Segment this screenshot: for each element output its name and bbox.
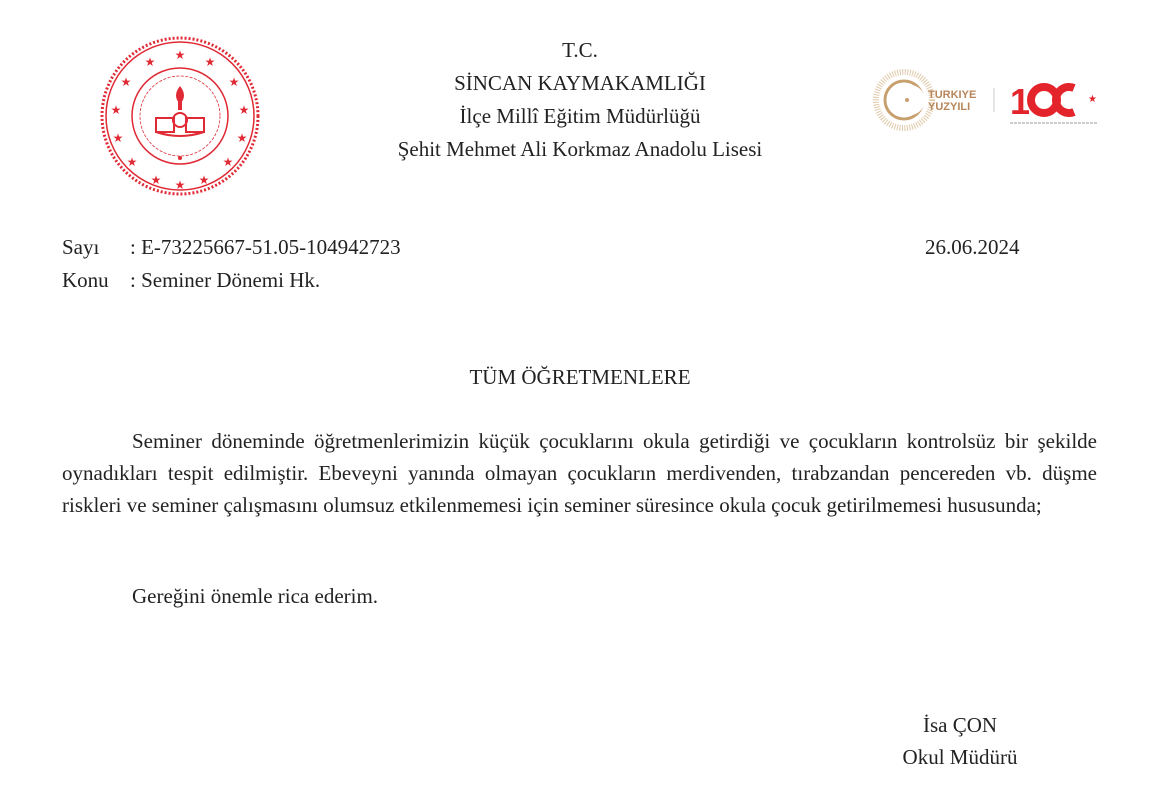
document-date: 26.06.2024 — [925, 235, 1020, 259]
svg-text:★: ★ — [204, 55, 216, 69]
sayi-row — [62, 231, 401, 263]
konu-label: Konu — [62, 268, 109, 292]
svg-text:★: ★ — [238, 103, 250, 117]
body-paragraph: Seminer döneminde öğretmenlerimizin küçük çocuklarını okula getirdiği ve çocukların kontrolsüz bir şekilde oynadıkları tespit edilmiştir. Ebeveyni yanında olmayan çocukların merdivenden, tırabzandan pencereden vb. düşme riskleri ve seminer çalışmasını olumsuz etkilenmemesi için seminer süresince okula çocuk getirilmemesi hususunda; — [62, 429, 1097, 517]
svg-text:★: ★ — [222, 155, 234, 169]
header-kaymakamlik: SİNCAN KAYMAKAMLIĞI — [454, 71, 706, 95]
closing-line: Gereğini önemle rica ederim. — [132, 584, 379, 608]
header-tc: T.C. — [562, 38, 598, 62]
svg-text:YUZYILI: YUZYILI — [928, 101, 971, 113]
svg-text:★: ★ — [126, 155, 138, 169]
meb-seal-icon — [98, 36, 262, 196]
turkiye-yuzyili-100-icon — [872, 68, 1112, 132]
svg-text:★: ★ — [174, 48, 186, 62]
svg-text:★: ★ — [1088, 94, 1097, 105]
svg-text:★: ★ — [112, 131, 124, 145]
konu-row — [62, 264, 320, 296]
svg-text:★: ★ — [174, 178, 186, 192]
sayi-value: : E-73225667-51.05-104942723 — [130, 235, 401, 259]
svg-text:TURKIYE: TURKIYE — [928, 89, 977, 101]
svg-text:★: ★ — [110, 103, 122, 117]
konu-value: : Seminer Dönemi Hk. — [130, 268, 321, 292]
signature-title: Okul Müdürü — [902, 745, 1018, 769]
header-school: Şehit Mehmet Ali Korkmaz Anadolu Lisesi — [397, 137, 763, 161]
header-mudurluk: İlçe Millî Eğitim Müdürlüğü — [459, 104, 701, 128]
svg-text:1: 1 — [1010, 81, 1028, 122]
sayi-label: Sayı — [62, 235, 100, 259]
svg-text:★: ★ — [228, 75, 240, 89]
svg-text:★: ★ — [144, 55, 156, 69]
svg-text:★: ★ — [150, 173, 162, 187]
svg-text:★: ★ — [120, 75, 132, 89]
signature-name: İsa ÇON — [922, 713, 998, 737]
addressee: TÜM ÖĞRETMENLERE — [469, 365, 691, 389]
svg-text:★: ★ — [198, 173, 210, 187]
svg-text:★: ★ — [236, 131, 248, 145]
